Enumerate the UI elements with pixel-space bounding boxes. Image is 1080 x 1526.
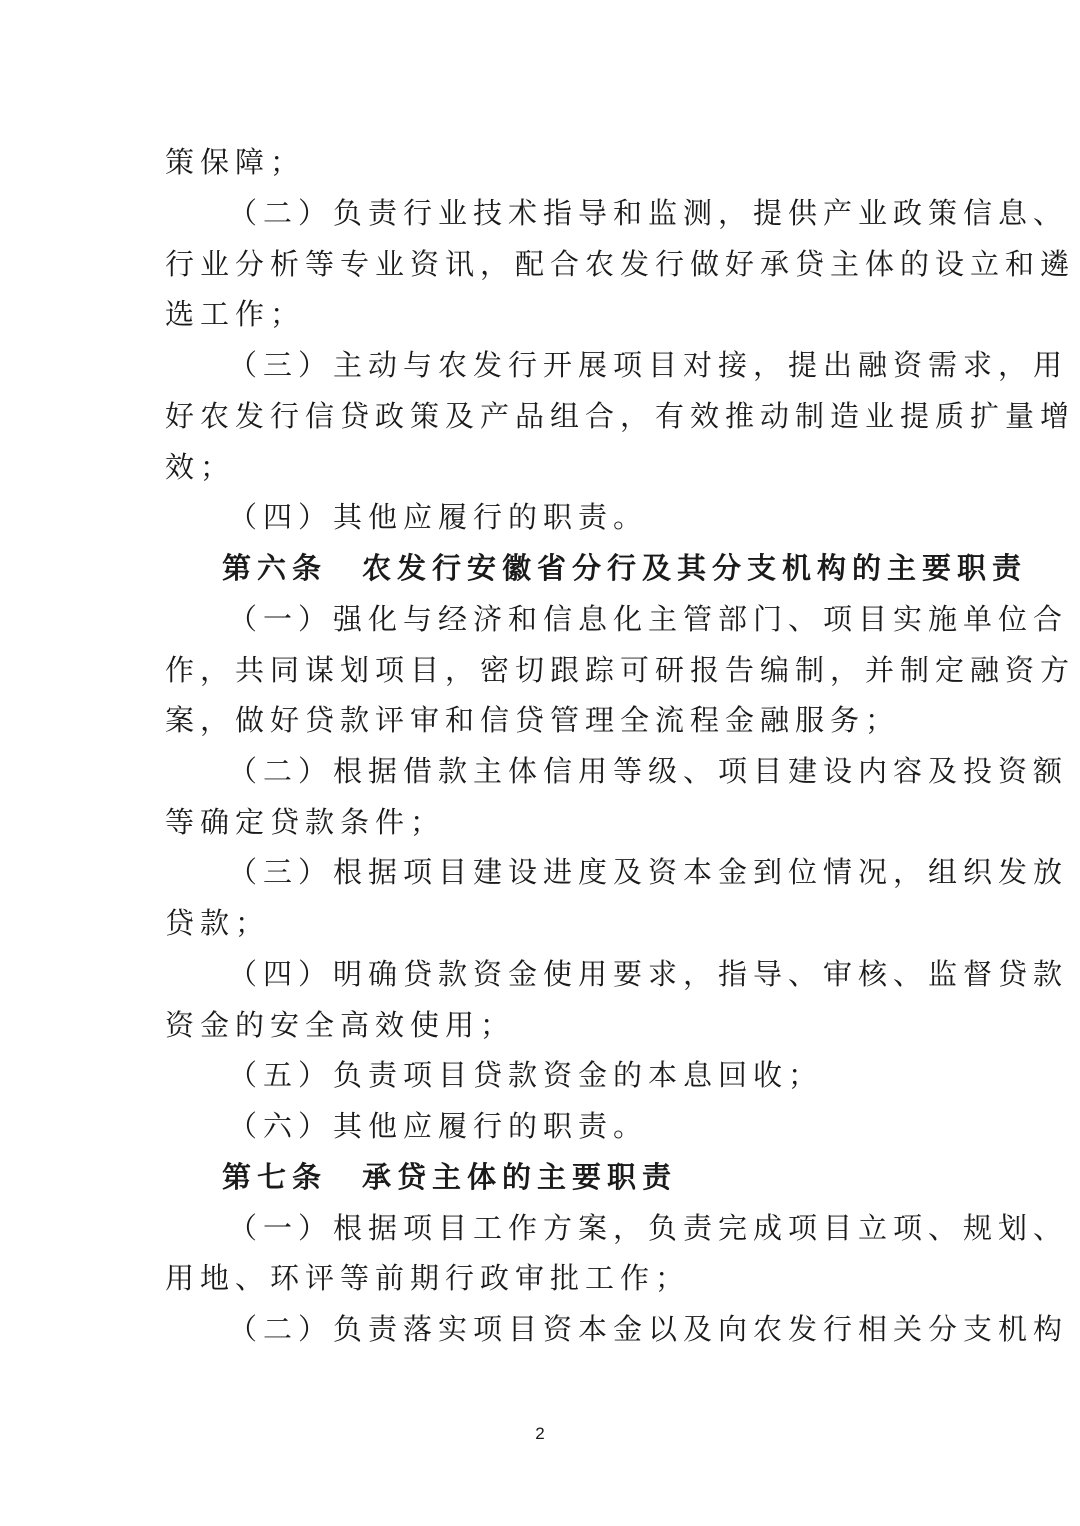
text-line-14: 等确定贷款条件； bbox=[165, 805, 446, 839]
text-line-5: （三）主动与农发行开展项目对接，提出融资需求，用 bbox=[228, 348, 1069, 382]
text-line-23: 用地、环评等前期行政审批工作； bbox=[165, 1261, 691, 1295]
text-line-17: （四）明确贷款资金使用要求，指导、审核、监督贷款 bbox=[228, 957, 1069, 991]
article-7-heading: 第七条 承贷主体的主要职责 bbox=[222, 1160, 678, 1194]
text-line-22: （一）根据项目工作方案，负责完成项目立项、规划、 bbox=[228, 1211, 1069, 1245]
text-line-8: （四）其他应履行的职责。 bbox=[228, 500, 649, 534]
text-line-1: 策保障； bbox=[165, 145, 306, 179]
text-line-16: 贷款； bbox=[165, 906, 271, 940]
text-line-7: 效； bbox=[165, 450, 236, 484]
text-line-13: （二）根据借款主体信用等级、项目建设内容及投资额 bbox=[228, 754, 1069, 788]
text-line-2: （二）负责行业技术指导和监测，提供产业政策信息、 bbox=[228, 196, 1069, 230]
article-6-heading: 第六条 农发行安徽省分行及其分支机构的主要职责 bbox=[222, 551, 1028, 585]
text-line-19: （五）负责项目贷款资金的本息回收； bbox=[228, 1058, 824, 1092]
text-line-15: （三）根据项目建设进度及资本金到位情况，组织发放 bbox=[228, 855, 1069, 889]
text-line-10: （一）强化与经济和信息化主管部门、项目实施单位合 bbox=[228, 602, 1069, 636]
text-line-11: 作，共同谋划项目，密切跟踪可研报告编制，并制定融资方 bbox=[165, 653, 1076, 687]
text-line-18: 资金的安全高效使用； bbox=[165, 1008, 516, 1042]
page-number: 2 bbox=[535, 1424, 545, 1443]
text-line-12: 案，做好贷款评审和信贷管理全流程金融服务； bbox=[165, 703, 901, 737]
text-line-4: 选工作； bbox=[165, 297, 306, 331]
text-line-3: 行业分析等专业资讯，配合农发行做好承贷主体的设立和遴 bbox=[165, 247, 1076, 281]
text-line-20: （六）其他应履行的职责。 bbox=[228, 1109, 649, 1143]
text-line-24: （二）负责落实项目资本金以及向农发行相关分支机构 bbox=[228, 1312, 1069, 1346]
text-line-6: 好农发行信贷政策及产品组合，有效推动制造业提质扩量增 bbox=[165, 399, 1076, 433]
